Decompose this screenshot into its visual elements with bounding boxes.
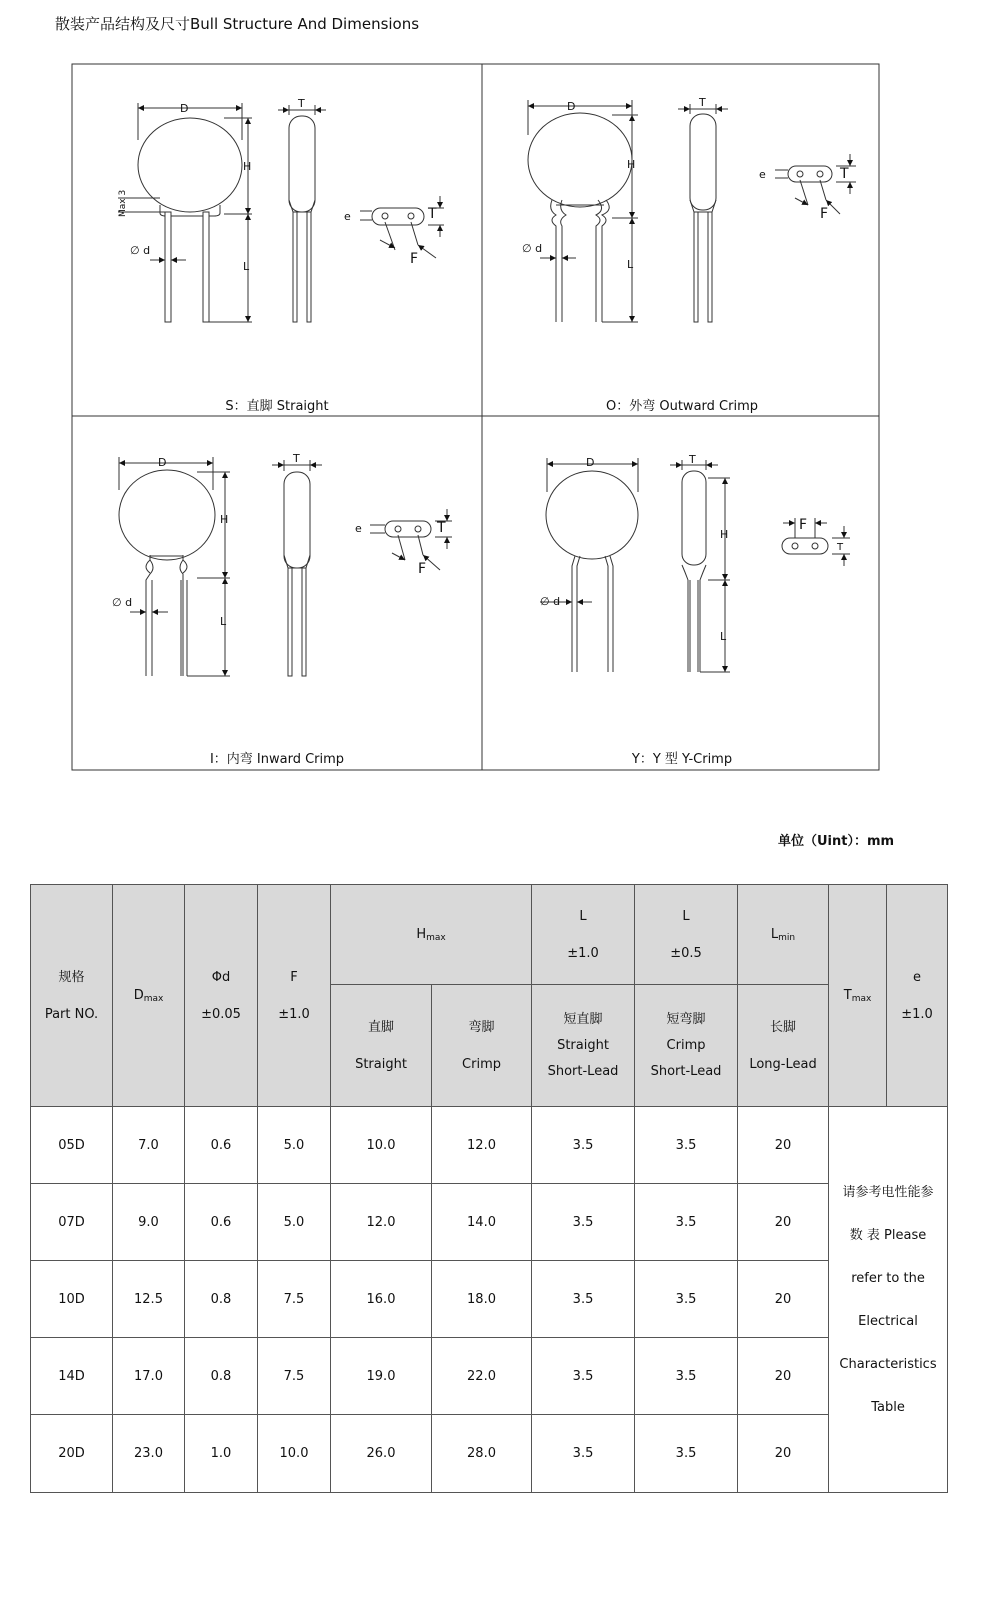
table-row: 05D 7.0 0.6 5.0 10.0 12.0 3.5 3.5 20 请参考电性能参 数 表 Please refer to the Electrical Characteristics Table [31,1107,948,1184]
panel-y-crimp [540,458,850,672]
header-l-pm1: L ±1.0 [532,885,635,985]
svg-text:Max 3: Max 3 [118,189,128,217]
panel-straight [118,103,444,322]
panel-outward-crimp [528,100,856,322]
svg-text:F: F [820,206,829,222]
label-D: D [180,102,189,115]
header-dmax: $D_{max}$ [113,885,185,1107]
header-phid: Φd ±0.05 [185,885,258,1107]
header-l-long: 长脚 Long-Lead [738,985,829,1107]
header-lmin: $L_{min}$ [738,885,829,985]
svg-text:e: e [759,168,766,181]
svg-text:H: H [220,513,229,526]
svg-text:D: D [586,456,595,469]
header-part-no: 规格 Part NO. [31,885,113,1107]
spec-table [30,884,948,1493]
svg-text:F: F [418,561,427,577]
caption-inward-crimp: I：内弯 Inward Crimp [209,752,345,767]
header-hmax: $H_{max}$ [331,885,532,985]
caption-straight: S：直脚 Straight [225,399,329,414]
panel-inward-crimp [119,457,452,676]
header-f: F ±1.0 [258,885,331,1107]
table-row: 10D 12.5 0.8 7.5 16.0 18.0 3.5 3.5 20 [31,1261,948,1338]
table-row: 14D 17.0 0.8 7.5 19.0 22.0 3.5 3.5 20 [31,1338,948,1415]
svg-text:∅ d: ∅ d [522,242,543,255]
svg-text:H: H [243,160,252,173]
svg-text:T: T [437,520,446,536]
svg-text:F: F [799,517,808,533]
svg-text:∅ d: ∅ d [112,596,133,609]
page-title: 散装产品结构及尺寸Bull Structure And Dimensions [55,15,420,33]
svg-text:L: L [720,630,727,643]
svg-text:T: T [428,206,437,222]
svg-text:L: L [627,258,634,271]
svg-text:∅ d: ∅ d [130,244,151,257]
svg-text:D: D [567,100,576,113]
svg-text:T: T [837,542,844,553]
svg-text:H: H [627,158,636,171]
header-e: e ±1.0 [887,885,948,1107]
header-l-crimp-short: 短弯脚 Crimp Short-Lead [635,985,738,1107]
header-h-crimp: 弯脚 Crimp [432,985,532,1107]
svg-text:D: D [158,456,167,469]
table-row: 07D 9.0 0.6 5.0 12.0 14.0 3.5 3.5 20 [31,1184,948,1261]
svg-text:T: T [298,97,305,110]
svg-text:e: e [355,522,362,535]
header-l-pm05: L ±0.5 [635,885,738,985]
svg-text:L: L [243,260,250,273]
unit-label: 单位（Uint）：mm [778,834,895,849]
caption-y-crimp: Y：Y 型 Y-Crimp [631,752,733,767]
svg-text:T: T [840,166,849,182]
header-h-straight: 直脚 Straight [331,985,432,1107]
header-l-straight-short: 短直脚 Straight Short-Lead [532,985,635,1107]
svg-text:T: T [699,96,706,109]
header-tmax: $T_{max}$ [829,885,887,1107]
svg-text:F: F [410,251,419,267]
table-row: 20D 23.0 1.0 10.0 26.0 28.0 3.5 3.5 20 [31,1415,948,1493]
svg-text:T: T [689,453,696,466]
note-cell: 请参考电性能参 数 表 Please refer to the Electrical Characteristics Table [829,1107,948,1493]
svg-text:L: L [220,615,227,628]
svg-text:e: e [344,210,351,223]
caption-outward-crimp: O：外弯 Outward Crimp [606,399,758,414]
svg-text:∅ d: ∅ d [540,595,561,608]
svg-text:H: H [720,528,729,541]
svg-text:T: T [293,452,300,465]
